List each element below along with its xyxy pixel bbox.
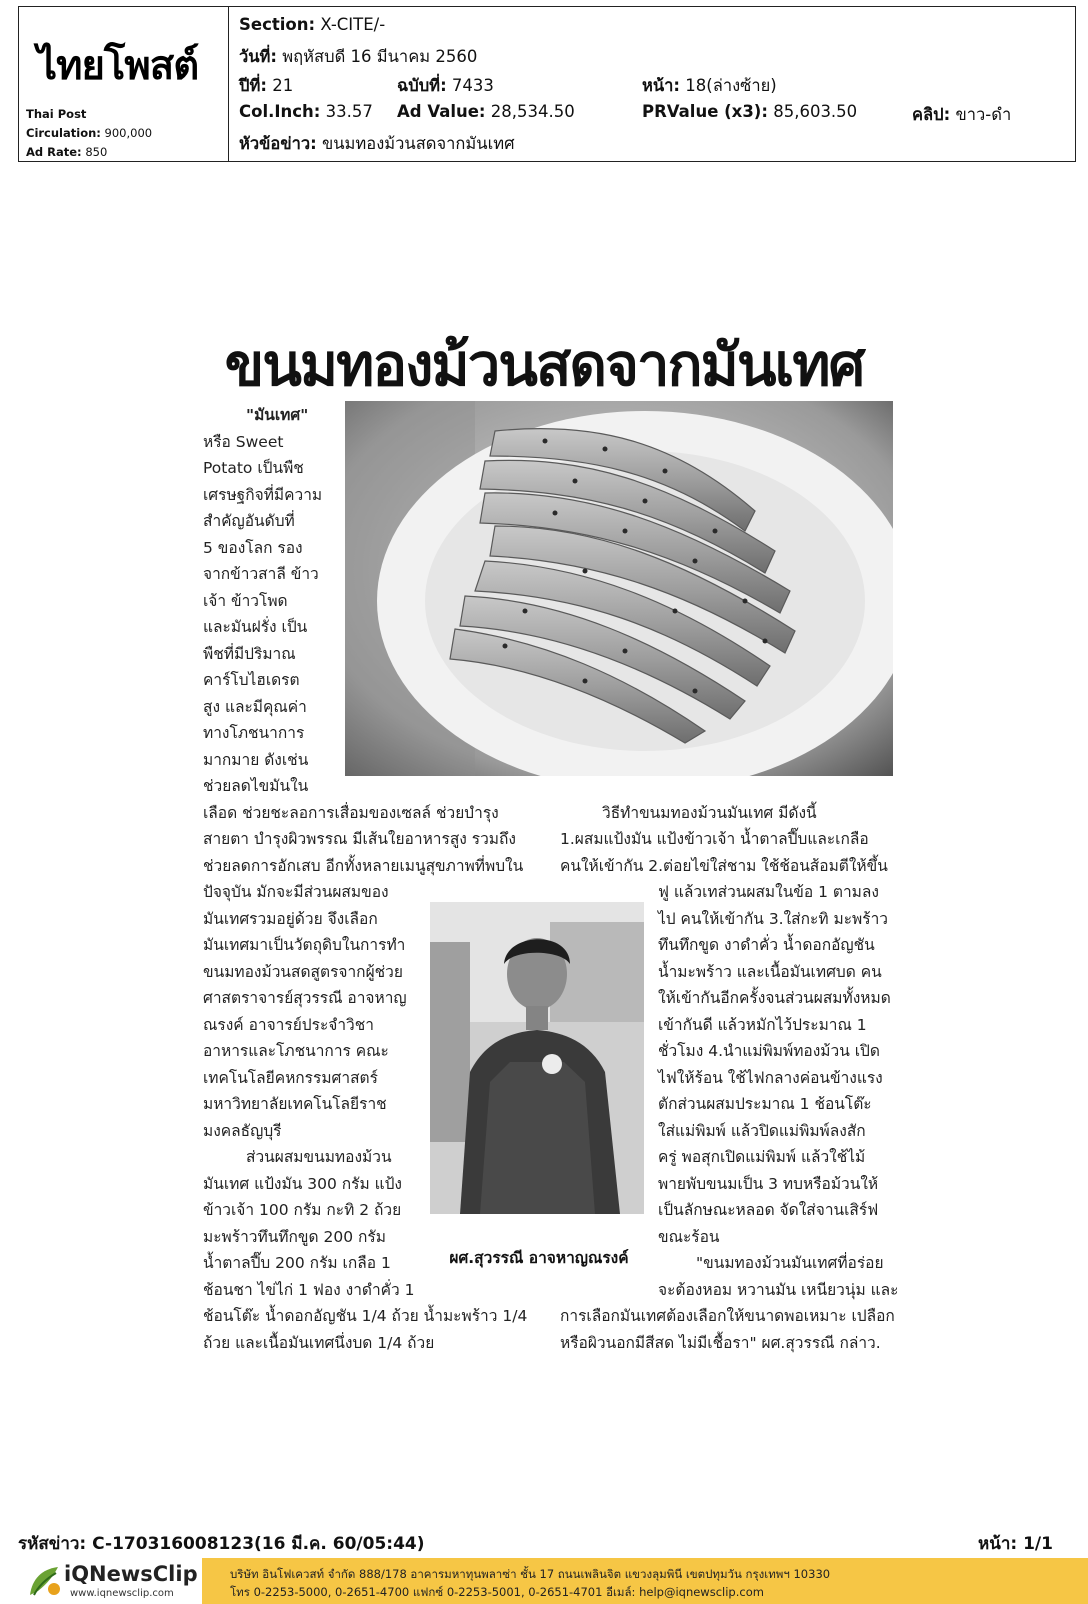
text-line: "ขนมทองม้วนมันเทศที่อร่อย [696, 1254, 884, 1272]
iqnewsclip-brand: iQNewsClip [64, 1562, 198, 1586]
adrate-label: Ad Rate: [26, 145, 82, 159]
text-line: จากข้าวสาลี ข้าว [203, 565, 319, 583]
circulation-value: 900,000 [104, 126, 153, 140]
year-value: 21 [272, 76, 294, 95]
publication-name: Thai Post [26, 107, 87, 121]
text-line: เลือด ช่วยชะลอการเสื่อมของเซลล์ ช่วยบำรุง [203, 804, 499, 822]
text-line: สำคัญอันดับที่ [203, 512, 295, 530]
text-line: ปัจจุบัน มักจะมีส่วนผสมของ [203, 883, 389, 901]
clip-header [18, 6, 1076, 162]
date-value: พฤหัสบดี 16 มีนาคม 2560 [282, 47, 478, 66]
iqnewsclip-logo-icon [24, 1561, 64, 1601]
year-label: ปีที่: [239, 76, 267, 95]
food-photo [345, 401, 893, 776]
text-line: เศรษฐกิจที่มีความ [203, 486, 323, 504]
text-line: ทึนทึกขูด งาดำคั่ว น้ำดอกอัญชัน [658, 936, 875, 954]
text-line: ครู่ พอสุกเปิดแม่พิมพ์ แล้วใช้ไม้ [658, 1148, 866, 1166]
text-line: เป็นลักษณะหลอด จัดใส่จานเสิร์ฟ [658, 1201, 879, 1219]
advalue-label: Ad Value: [397, 102, 486, 121]
issue-value: 7433 [451, 76, 494, 95]
page-number-label: หน้า: [978, 1534, 1018, 1554]
text-line: หรือ Sweet [203, 433, 284, 451]
page-number-value: 1/1 [1023, 1534, 1053, 1554]
text-line: จะต้องหอม หวานมัน เหนียวนุ่ม และ [658, 1281, 899, 1299]
text-line: ไป คนให้เข้ากัน 3.ใส่กะทิ มะพร้าว [658, 910, 888, 928]
text-line: สายตา บำรุงผิวพรรณ มีเส้นใยอาหารสูง รวมถึง [203, 830, 516, 848]
news-id-label: รหัสข่าว: [18, 1534, 87, 1554]
colinch-value: 33.57 [325, 102, 373, 121]
text-line: ถ้วย และเนื้อมันเทศนึ่งบด 1/4 ถ้วย [203, 1334, 435, 1352]
text-line: ตักส่วนผสมประมาณ 1 ช้อนโต๊ะ [658, 1095, 872, 1113]
text-line: มากมาย ดังเช่น [203, 751, 309, 769]
clip-label: คลิป: [912, 105, 951, 124]
publication-box [19, 7, 229, 161]
text-line: 5 ของโลก รอง [203, 539, 303, 557]
page-value: 18(ล่างซ้าย) [685, 76, 777, 95]
text-line: ใส่แม่พิมพ์ แล้วปิดแม่พิมพ์ลงสัก [658, 1122, 866, 1140]
text-line: ศาสตราจารย์สุวรรณี อาจหาญ [203, 989, 407, 1007]
text-line: ช่วยลดไขมันใน [203, 777, 309, 795]
text-line: เจ้า ข้าวโพด [203, 592, 288, 610]
text-line: ช้อนชา ไข่ไก่ 1 ฟอง งาดำคั่ว 1 [203, 1281, 415, 1299]
portrait-photo [430, 902, 644, 1214]
text-line: หรือผิวนอกมีสีสด ไม่มีเชื้อรา" ผศ.สุวรรณี กล่าว. [560, 1334, 881, 1352]
headline-value: ขนมทองม้วนสดจากมันเทศ [322, 134, 515, 153]
issue-label: ฉบับที่: [397, 76, 447, 95]
text-line: ชั่วโมง 4.นำแม่พิมพ์ทองม้วน เปิด [658, 1042, 880, 1060]
section-value: X-CITE/- [320, 15, 386, 34]
clip-metadata [229, 7, 1075, 161]
company-contact: โทร 0-2253-5000, 0-2651-4700 แฟกซ์ 0-2253-5001, 0-2651-4701 อีเมล์: help@iqnewsclip.com [230, 1585, 764, 1599]
text-line: ทางโภชนาการ [203, 724, 305, 742]
photo-caption: ผศ.สุวรรณี อาจหาญณรงค์ [449, 1249, 629, 1267]
text-line: ฟู แล้วเทส่วนผสมในข้อ 1 ตามลง [658, 883, 879, 901]
text-line: ไฟให้ร้อน ใช้ไฟกลางค่อนข้างแรง [658, 1069, 883, 1087]
page-number [978, 1530, 1053, 1557]
advalue-value: 28,534.50 [490, 102, 575, 121]
text-line: การเลือกมันเทศต้องเลือกให้ขนาดพอเหมาะ เปลือก [560, 1307, 895, 1325]
text-line: น้ำตาลปี๊บ 200 กรัม เกลือ 1 [203, 1254, 391, 1272]
text-line: ช้อนโต๊ะ น้ำดอกอัญชัน 1/4 ถ้วย น้ำมะพร้าว 1/4 [203, 1307, 528, 1325]
page-label: หน้า: [642, 76, 681, 95]
colinch-label: Col.Inch: [239, 102, 321, 121]
text-line: ขณะร้อน [658, 1228, 720, 1246]
rolled-snacks-image [345, 401, 893, 776]
text-line: มันเทศรวมอยู่ด้วย จึงเลือก [203, 910, 378, 928]
text-line: มันเทศ แป้งมัน 300 กรัม แป้ง [203, 1175, 402, 1193]
section-label: Section: [239, 15, 316, 34]
article-headline: ขนมทองม้วนสดจากมันเทศ [224, 331, 864, 399]
headline-label: หัวข้อข่าว: [239, 134, 317, 153]
newspaper-logo: ไทยโพสต์ [37, 43, 199, 89]
text-line: มะพร้าวทึนทึกขูด 200 กรัม [203, 1228, 386, 1246]
text-line: คนให้เข้ากัน 2.ต่อยไข่ใส่ชาม ใช้ช้อนส้อมตีให้ขึ้น [560, 857, 888, 875]
date-label: วันที่: [239, 47, 278, 66]
text-line: 1.ผสมแป้งมัน แป้งข้าวเจ้า น้ำตาลปี๊บและเกลือ [560, 830, 869, 848]
text-line: ให้เข้ากันอีกครั้งจนส่วนผสมทั้งหมด [658, 989, 891, 1007]
text-line: สูง และมีคุณค่า [203, 698, 307, 716]
adrate-value: 850 [85, 145, 108, 159]
text-line: ณรงค์ อาจารย์ประจำวิชา [203, 1016, 374, 1034]
text-line: น้ำมะพร้าว และเนื้อมันเทศบด คน [658, 963, 882, 981]
text-line: ข้าวเจ้า 100 กรัม กะทิ 2 ถ้วย [203, 1201, 402, 1219]
text-line: เข้ากันดี แล้วหมักไว้ประมาณ 1 [658, 1016, 867, 1034]
portrait-image [430, 902, 644, 1214]
text-line: มหาวิทยาลัยเทคโนโลยีราช [203, 1095, 387, 1113]
text-line: Potato เป็นพืช [203, 459, 304, 477]
text-line: มันเทศมาเป็นวัตถุดิบในการทำ [203, 936, 406, 954]
publication-info [26, 105, 152, 162]
prvalue-value: 85,603.50 [773, 102, 858, 121]
text-line: ช่วยลดการอักเสบ อีกทั้งหลายเมนูสุขภาพที่พบใน [203, 857, 524, 875]
text-line: ส่วนผสมขนมทองม้วน [246, 1148, 392, 1166]
text-line: "มันเทศ" [246, 406, 309, 424]
text-line: และมันฝรั่ง เป็น [203, 618, 308, 636]
text-line: เทคโนโลยีคหกรรมศาสตร์ [203, 1069, 378, 1087]
circulation-label: Circulation: [26, 126, 101, 140]
clip-value: ขาว-ดำ [955, 105, 1012, 124]
news-id-value: C-170316008123(16 มี.ค. 60/05:44) [92, 1534, 425, 1554]
news-id [18, 1530, 425, 1557]
text-line: พายพับขนมเป็น 3 ทบหรือม้วนให้ [658, 1175, 879, 1193]
text-line: มงคลธัญบุรี [203, 1122, 282, 1140]
prvalue-label: PRValue (x3): [642, 102, 768, 121]
text-line: ขนมทองม้วนสดสูตรจากผู้ช่วย [203, 963, 403, 981]
text-line: พืชที่มีปริมาณ [203, 645, 296, 663]
text-line: วิธีทำขนมทองม้วนมันเทศ มีดังนี้ [602, 804, 817, 822]
text-line: คาร์โบไฮเดรต [203, 671, 300, 689]
iqnewsclip-url[interactable]: www.iqnewsclip.com [70, 1588, 174, 1599]
company-address: บริษัท อินโฟเควสท์ จำกัด 888/178 อาคารมหาทุนพลาซ่า ชั้น 17 ถนนเพลินจิต แขวงลุมพินี เขตปทุมวัน กรุงเทพฯ 10330 [230, 1567, 831, 1581]
text-line: อาหารและโภชนาการ คณะ [203, 1042, 389, 1060]
